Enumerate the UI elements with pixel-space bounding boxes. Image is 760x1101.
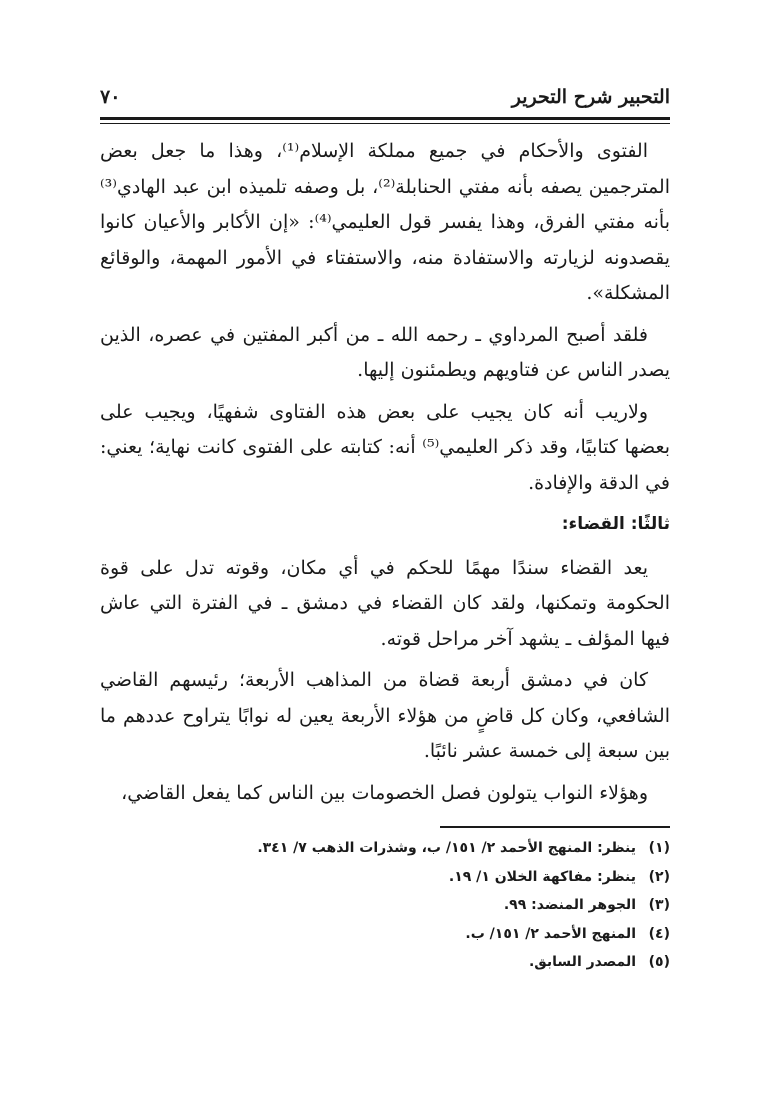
footnote-number: (٢) [648, 868, 670, 885]
footnote-text: المصدر السابق. [528, 954, 636, 970]
footnote-text: المنهج الأحمد ٢/ ١٥١/ ب. [465, 925, 636, 942]
footnotes [100, 834, 670, 977]
footnote-item [100, 863, 670, 892]
footnote-item [100, 948, 670, 977]
header-rule-thick [100, 117, 670, 120]
footnote-text: ينظر: مفاكهة الخلان ١/ ١٩. [448, 868, 636, 885]
footnote-number: (١) [648, 840, 670, 856]
main-text [100, 134, 670, 817]
footnote-item [100, 891, 670, 920]
footnote-text: ينظر: المنهج الأحمد ٢/ ١٥١/ ب، وشذرات الذهب ٧/ ٣٤١. [257, 840, 636, 856]
footnote-item [100, 920, 670, 949]
section-paragraph-1: يعد القضاء سندًا مهمًا للحكم في أي مكان، وقوته تدل على قوة الحكومة وتمكنها، ولقد كان القضاء في دمشق ـ في الفترة التي عاش فيها المؤلف ـ يشهد آخر مراحل قوته. [100, 556, 670, 650]
section-paragraph-3: وهؤلاء النواب يتولون فصل الخصومات بين الناس كما يفعل القاضي، [121, 781, 648, 804]
paragraph-3: ولاريب أنه كان يجيب على بعض هذه الفتاوى شفهيًا، ويجيب على بعضها كتابيًا، وقد ذكر العليمي⁽⁵⁾ أنه: كتابته على الفتوى كانت نهاية؛ يعني: في الدقة والإفادة. [100, 400, 670, 494]
running-header [100, 84, 670, 114]
page-number: ٧٠ [100, 86, 121, 108]
footnote-item [100, 834, 670, 863]
running-header-title: التحبير شرح التحرير [511, 86, 670, 108]
footnote-separator [440, 826, 670, 828]
footnote-number: (٤) [648, 925, 670, 942]
section-heading: ثالثًا: القضاء: [561, 514, 670, 534]
footnote-number: (٣) [648, 897, 670, 913]
footnote-number: (٥) [648, 954, 670, 970]
paragraph-1: الفتوى والأحكام في جميع مملكة الإسلام⁽¹⁾، وهذا ما جعل بعض المترجمين يصفه بأنه مفتي الحنابلة⁽²⁾، بل وصفه تلميذه ابن عبد الهادي⁽³⁾ بأنه مفتي الفرق، وهذا يفسر قول العليمي⁽⁴⁾: «إن الأكابر والأعيان كانوا يقصدونه لزيارته والاستفادة منه، والاستفتاء في الأمور المهمة، والوقائع المشكلة». [100, 140, 670, 304]
section-paragraph-2: كان في دمشق أربعة قضاة من المذاهب الأربعة؛ رئيسهم القاضي الشافعي، وكان كل قاضٍ من هؤلاء الأربعة يعين له نوابًا يتراوح عددهم ما بين سبعة إلى خمسة عشر نائبًا. [100, 669, 670, 762]
footnote-text: الجوهر المنضد: ٩٩. [503, 897, 636, 913]
paragraph-2: فلقد أصبح المرداوي ـ رحمه الله ـ من أكبر المفتين في عصره، الذين يصدر الناس عن فتاويهم ويطمئنون إليها. [100, 323, 670, 381]
header-rule-thin [100, 123, 670, 124]
